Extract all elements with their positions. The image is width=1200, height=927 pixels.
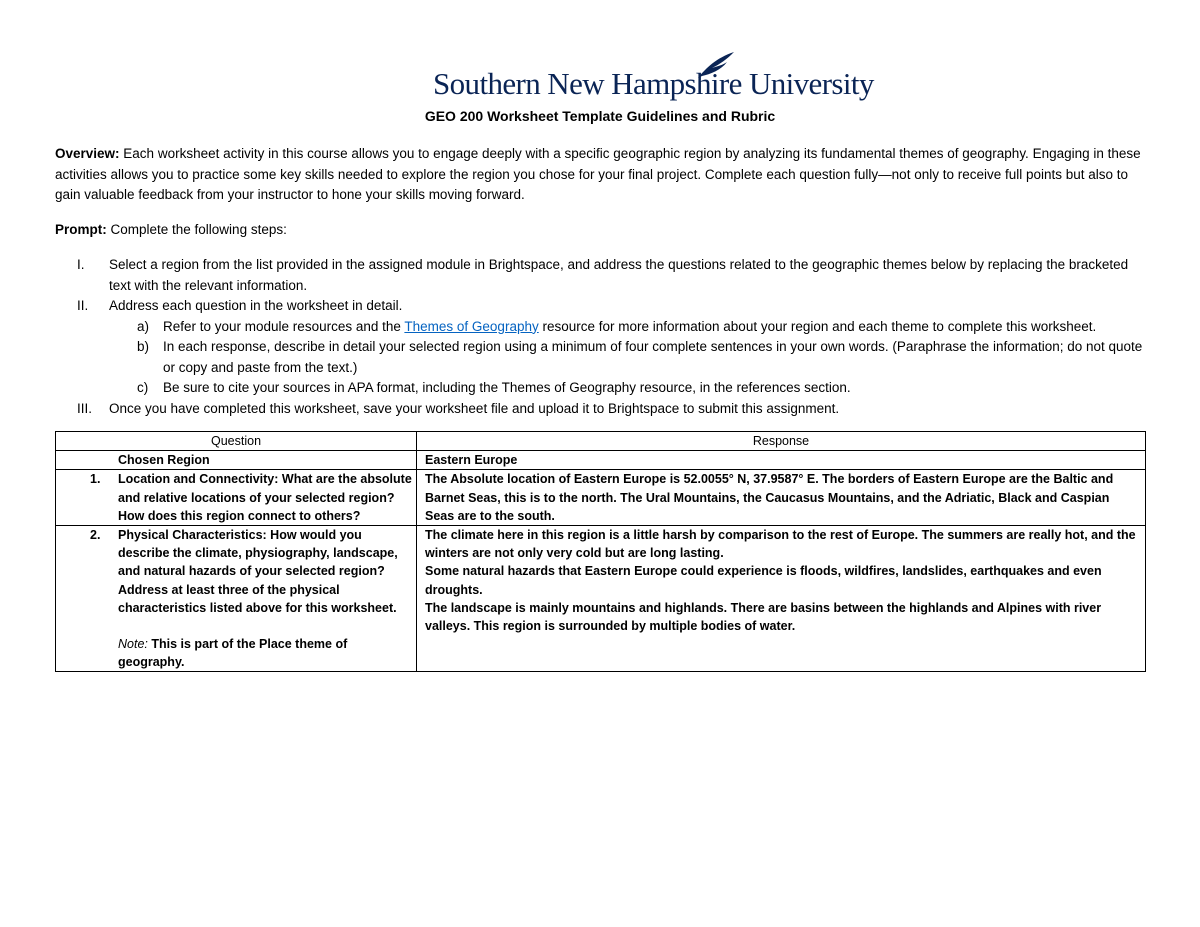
response-text: Some natural hazards that Eastern Europe could experience is floods, wildfires, landslides, earthquakes and even droughts. [425,564,1102,597]
question-text: Physical Characteristics: How would you describe the climate, physiography, landscape, and natural hazards of your selected region? Address at least three of the physical characteristics listed above for this worksheet. [118,528,398,615]
steps-list [55,255,1145,419]
step-item [55,296,1145,399]
question-cell [56,470,417,526]
step-text: Select a region from the list provided in the assigned module in Brightspace, and address the questions related to the geographic themes below by replacing the bracketed text with the relevant information. [109,257,1129,293]
feather-icon [696,50,736,80]
overview-label: Overview: [55,146,120,161]
response-text: The landscape is mainly mountains and highlands. There are basins between the highlands and Alpines with river valleys. This region is surrounded by multiple bodies of water. [425,600,1102,634]
overview-text: Each worksheet activity in this course allows you to engage deeply with a specific geographic region by analyzing its fundamental themes of geography. Engaging in these activities allows you to practice some key skills needed to explore the region you chose for your final project. Complete each question fully—not only to receive full points but also to gain valuable feedback from your instructor to hone your skills moving forward. [55,146,1141,202]
substep-item [109,337,1145,378]
university-logo [55,48,1145,100]
response-text: The climate here in this region is a little harsh by comparison to the rest of Europe. The summers are really hot, and the winters are not only very cold but are long lasting. [425,528,1136,561]
question-number: 2. [90,528,101,543]
step-number: I. [77,257,85,272]
step-number: II. [77,298,89,313]
question-text: Location and Connectivity: What are the absolute and relative locations of your selected region? How does this region connect to others? [118,472,412,523]
step-number: III. [77,400,93,416]
response-text: The Absolute location of Eastern Europe is 52.0055° N, 37.9587° E. The borders of Eastern Europe are the Baltic and Barnet Seas, this is to the north. The Ural Mountains, the Caucasus Mountains, and the Adriatic, Black and Caspian Seas are to the south. [425,472,1114,523]
table-row [56,526,1146,672]
question-cell [56,526,417,672]
substep-text-after: resource for more information about your region and each theme to complete this worksheet. [538,318,1097,334]
substeps-list [109,317,1145,399]
question-number: 1. [90,472,101,487]
response-cell[interactable] [417,526,1146,672]
prompt-text: Complete the following steps: [106,221,287,237]
overview-paragraph [55,144,1145,206]
step-item [55,255,1145,296]
logo-text: Southern New Hampshire University [433,66,874,101]
step-text: Once you have completed this worksheet, save your worksheet file and upload it to Brightspace to submit this assignment. [109,400,840,416]
response-header: Response [417,432,1146,451]
substep-number: b) [137,339,150,354]
chosen-region-value[interactable]: Eastern Europe [417,451,1146,470]
chosen-region-row [56,451,1146,470]
prompt-paragraph [55,220,1145,241]
substep-text: Be sure to cite your sources in APA format, including the Themes of Geography resource, in the references section. [163,380,851,395]
question-header: Question [56,432,417,451]
chosen-region-label: Chosen Region [56,451,417,470]
note-text: This is part of the Place theme of geography. [118,637,348,670]
note-label: Note: [118,637,148,652]
themes-of-geography-link[interactable]: Themes of Geography [404,318,539,334]
substep-number: c) [137,380,149,395]
substep-text: In each response, describe in detail your selected region using a minimum of four complete sentences in your own words. (Paraphrase the information; do not quote or copy and paste from the text.) [163,339,1143,375]
table-header-row [56,432,1146,451]
question-note [118,635,412,671]
step-item [55,399,1145,420]
worksheet-page [55,48,1145,672]
worksheet-table [55,431,1146,672]
substep-item [109,378,1145,399]
table-row [56,470,1146,526]
substep-number: a) [137,318,150,334]
response-cell[interactable] [417,470,1146,526]
prompt-label: Prompt: [55,221,107,237]
document-title: GEO 200 Worksheet Template Guidelines and Rubric [424,108,776,124]
step-text: Address each question in the worksheet in detail. [109,298,403,313]
substep-text-before: Refer to your module resources and the [163,318,405,334]
substep-item [109,317,1145,338]
